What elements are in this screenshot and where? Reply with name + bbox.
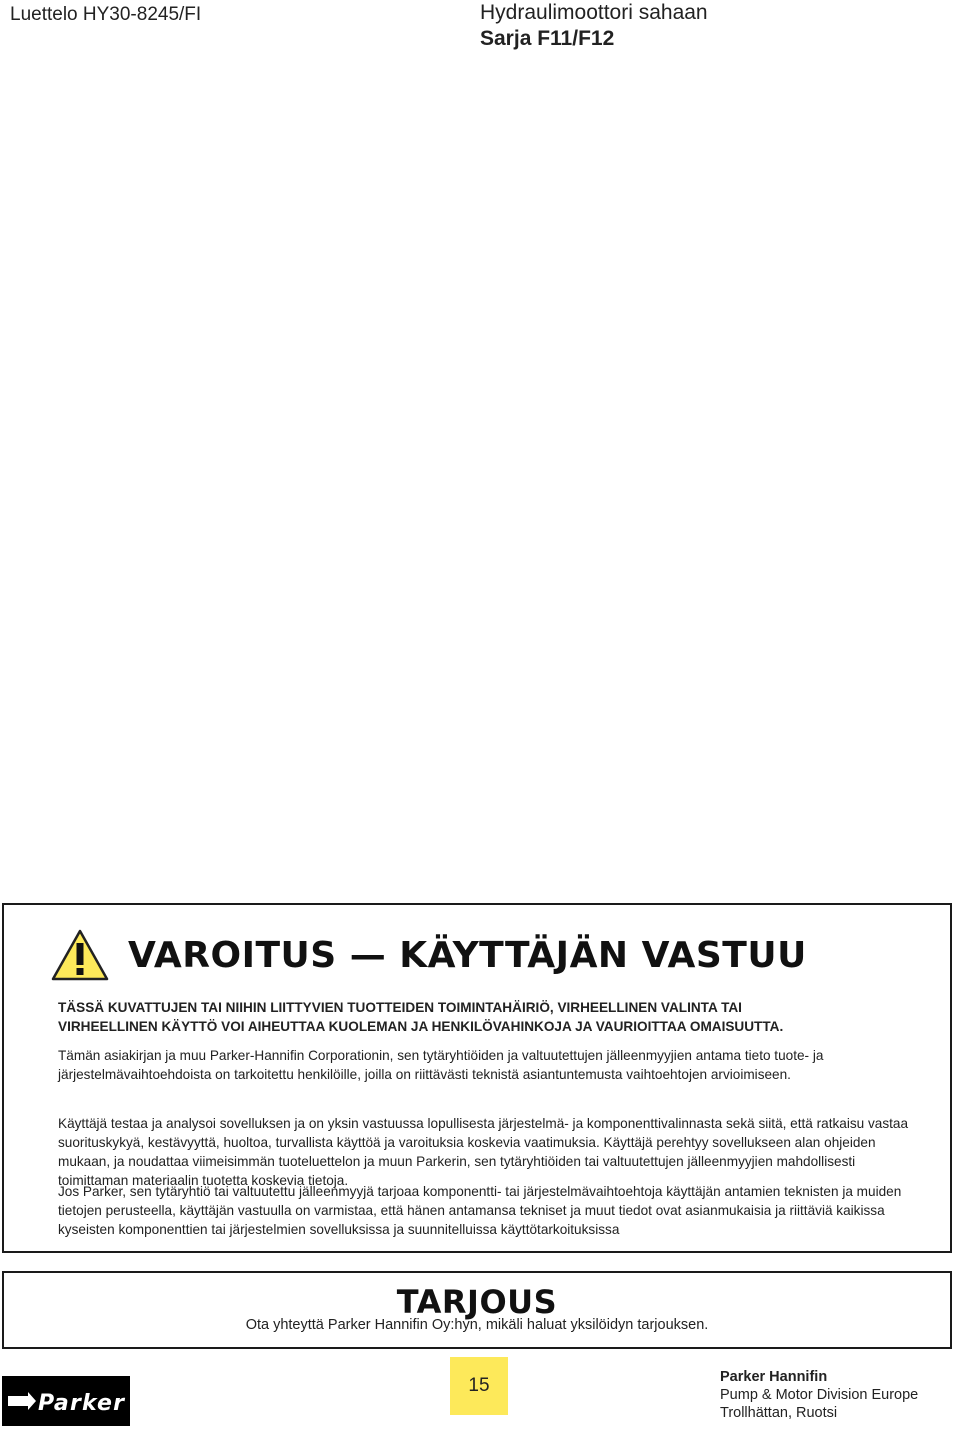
document-title: Hydraulimoottori sahaan xyxy=(480,1,708,24)
document-series: Sarja F11/F12 xyxy=(480,27,615,50)
catalog-number: Luettelo HY30-8245/FI xyxy=(10,4,202,25)
offer-title: TARJOUS xyxy=(396,1283,558,1321)
logo-wordmark: Parker xyxy=(38,1391,124,1416)
company-division: Pump & Motor Division Europe xyxy=(720,1387,919,1403)
page-number-box xyxy=(450,1357,508,1415)
warning-paragraph: Käyttäjä testaa ja analysoi sovelluksen ja on yksin vastuussa lopullisesta järjestelmä- ja komponenttivalinnasta sekä siitä, että ratkaisu vastaa suorituskykyä, kestävyyttä, huoltoa, turvallista käyttöä ja varoituksia koskevia vaatimuksia. Käyttäjä perehtyy sovellukseen alan ohjeiden mukaan, ja noudattaa viimeisimmän tuoteluettelon ja muun Parkerin, sen tytäryhtiöiden tai valtuutettujen jälleenmyyjien mahdollisesti toimittaman materiaalin tuotetta koskevia tietoja. xyxy=(58,1116,909,1188)
company-location: Trollhättan, Ruotsi xyxy=(720,1405,838,1421)
parker-logo xyxy=(2,1376,130,1426)
warning-title: VAROITUS — KÄYTTÄJÄN VASTUU xyxy=(128,935,807,976)
warning-statement xyxy=(58,998,918,1036)
warning-box xyxy=(2,903,952,1253)
warning-statement-line: TÄSSÄ KUVATTUJEN TAI NIIHIN LIITTYVIEN TUOTTEIDEN TOIMINTAHÄIRIÖ, VIRHEELLINEN VALINTA TAI xyxy=(58,1000,742,1015)
parker-logo-mark xyxy=(2,1376,130,1426)
warning-statement-line: VIRHEELLINEN KÄYTTÖ VOI AIHEUTTAA KUOLEMAN JA HENKILÖVAHINKOJA JA VAURIOITTAA OMAISUUTTA. xyxy=(58,1019,784,1034)
page-number: 15 xyxy=(468,1375,490,1396)
warning-paragraph: Tämän asiakirjan ja muu Parker-Hannifin Corporationin, sen tytäryhtiöiden ja valtuutettujen jälleenmyyjien antama tieto tuote- ja järjestelmävaihtoehdoista on tarkoitettu henkilöille, joilla on riittävästi teknistä asiantuntemusta vaihtoehtojen arvioimiseen. xyxy=(58,1048,824,1082)
offer-box xyxy=(2,1271,952,1349)
document-header xyxy=(480,0,708,52)
warning-triangle-icon xyxy=(51,929,109,981)
warning-paragraph: Jos Parker, sen tytäryhtiö tai valtuutettu jälleenmyyjä tarjoaa komponentti- tai järjestelmävaihtoehtoja käyttäjän antamien teknisten ja muiden tietojen perusteella, käyttäjän vastuulla on varmistaa, että hänen antamansa tekniset ja muut tiedot ovat asianmukaisia ja riittäviä kaikissa kyseisten komponenttien tai järjestelmien sovelluksissa ja suunnitelluissa käyttötarkoituksissa xyxy=(58,1184,902,1237)
company-name: Parker Hannifin xyxy=(720,1369,828,1385)
offer-text: Ota yhteyttä Parker Hannifin Oy:hyn, mikäli haluat yksilöidyn tarjouksen. xyxy=(245,1317,709,1333)
footer-company xyxy=(720,1368,918,1422)
